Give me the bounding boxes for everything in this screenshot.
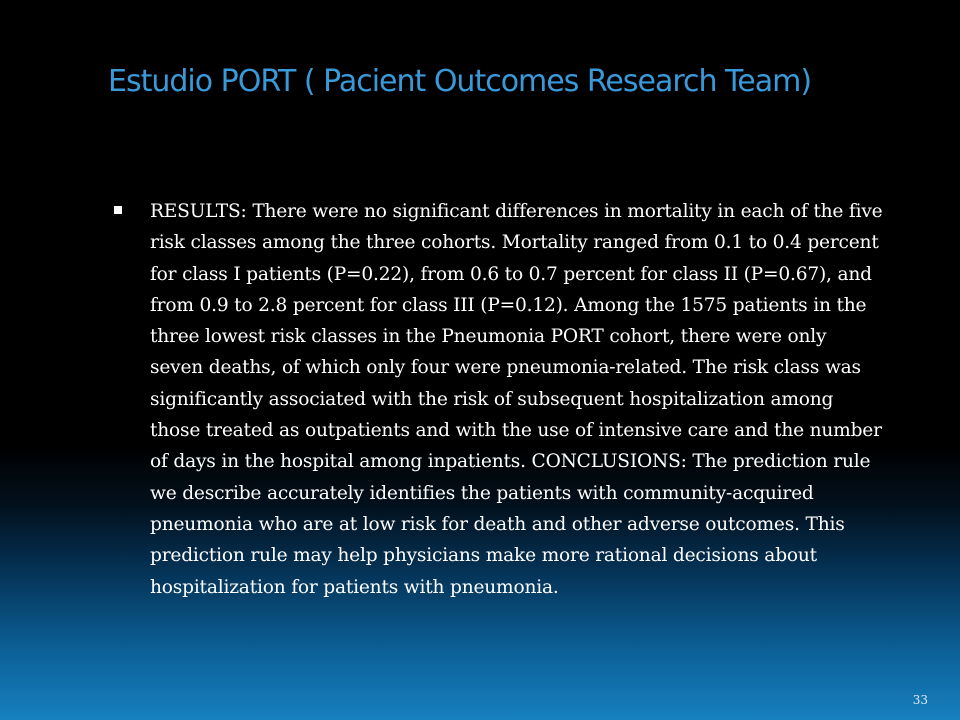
square-bullet-icon [114,206,122,214]
slide-content [114,196,884,603]
bullet-item [114,196,884,603]
bullet-text: RESULTS: There were no significant differences in mortality in each of the five risk classes among the three cohorts. Mortality ranged from 0.1 to 0.4 percent for class I patients (P=0.22), from 0.6 to 0.7 percent for class II (P=0.67), and from 0.9 to 2.8 percent for class III (P=0.12). Among the 1575 patients in the three lowest risk classes in the Pneumonia PORT cohort, there were only seven deaths, of which only four were pneumonia-related. The risk class was significantly associated with the risk of subsequent hospitalization among those treated as outpatients and with the use of intensive care and the number of days in the hospital among inpatients. CONCLUSIONS: The prediction rule we describe accurately identifies the patients with community-acquired pneumonia who are at low risk for death and other adverse outcomes. This prediction rule may help physicians make more rational decisions about hospitalization for patients with pneumonia. [150,201,883,598]
slide-number: 33 [912,693,928,707]
slide-title: Estudio PORT ( Pacient Outcomes Research Team) [108,64,812,99]
